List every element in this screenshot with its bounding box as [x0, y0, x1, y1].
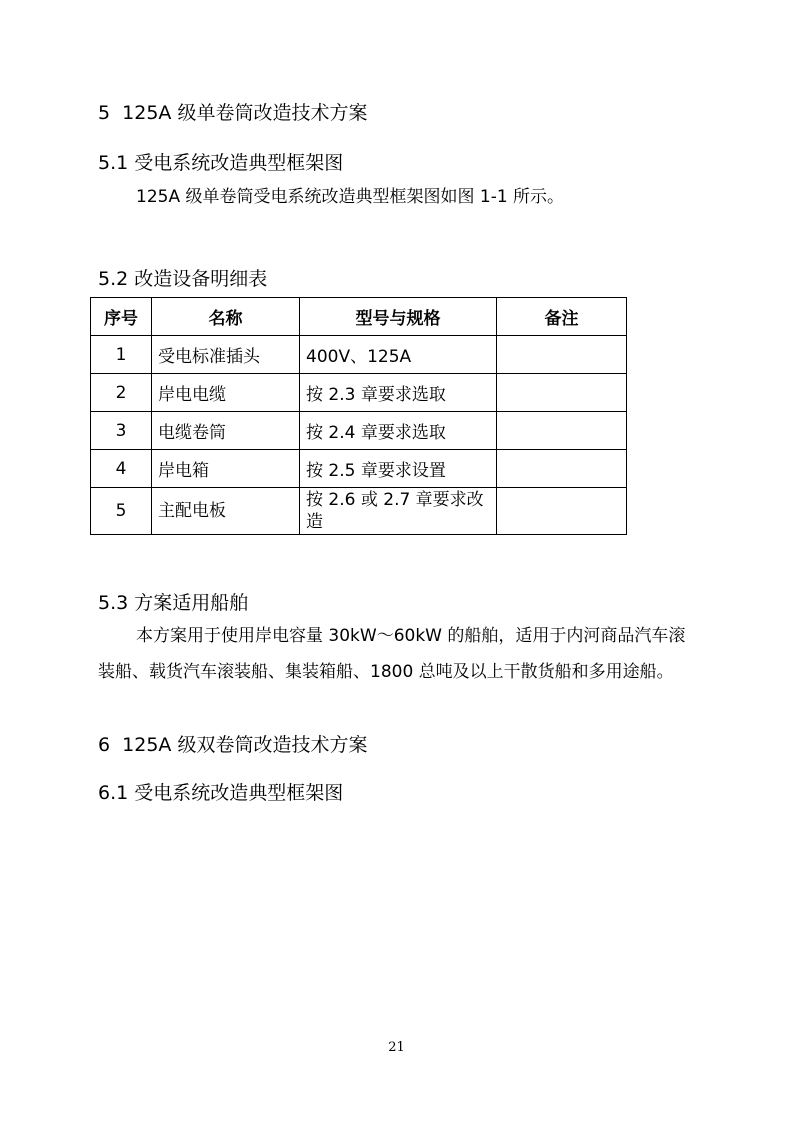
cell-note: [497, 412, 627, 450]
cell-note: [497, 374, 627, 412]
header-no: 序号: [91, 298, 152, 336]
table-row: [91, 336, 627, 374]
cell-spec: 400V、125A: [300, 336, 497, 374]
table-header-row: [91, 298, 627, 336]
cell-name: 主配电板: [152, 488, 300, 535]
section-5-heading: 5 125A 级单卷筒改造技术方案: [98, 102, 368, 124]
cell-no: 3: [91, 412, 152, 450]
section-5-3-text-line1: 本方案用于使用岸电容量 30kW～60kW 的船舶，适用于内河商品汽车滚: [136, 626, 686, 646]
cell-no: 5: [91, 488, 152, 535]
header-spec: 型号与规格: [300, 298, 497, 336]
cell-spec: 按 2.3 章要求选取: [300, 374, 497, 412]
section-5-1-heading: 5.1 受电系统改造典型框架图: [98, 152, 344, 174]
cell-name: 岸电电缆: [152, 374, 300, 412]
table-row: [91, 450, 627, 488]
section-5-2-heading: 5.2 改造设备明细表: [98, 268, 268, 290]
cell-note: [497, 450, 627, 488]
header-note: 备注: [497, 298, 627, 336]
section-5-3-heading: 5.3 方案适用船舶: [98, 592, 249, 614]
table-row: [91, 488, 627, 535]
equipment-table: [90, 297, 627, 535]
cell-note: [497, 488, 627, 535]
cell-no: 4: [91, 450, 152, 488]
cell-note: [497, 336, 627, 374]
section-6-heading: 6 125A 级双卷筒改造技术方案: [98, 734, 368, 756]
cell-name: 岸电箱: [152, 450, 300, 488]
cell-name: 受电标准插头: [152, 336, 300, 374]
section-5-1-text: 125A 级单卷筒受电系统改造典型框架图如图 1-1 所示。: [136, 187, 565, 207]
cell-spec: 按 2.4 章要求选取: [300, 412, 497, 450]
header-name: 名称: [152, 298, 300, 336]
cell-name: 电缆卷筒: [152, 412, 300, 450]
section-6-1-heading: 6.1 受电系统改造典型框架图: [98, 782, 344, 804]
cell-spec: 按 2.6 或 2.7 章要求改造: [300, 488, 497, 535]
cell-spec: 按 2.5 章要求设置: [300, 450, 497, 488]
table-row: [91, 412, 627, 450]
section-5-3-text-line2: 装船、载货汽车滚装船、集装箱船、1800 总吨及以上干散货船和多用途船。: [98, 662, 674, 682]
cell-no: 2: [91, 374, 152, 412]
cell-no: 1: [91, 336, 152, 374]
table-row: [91, 374, 627, 412]
page-number: 21: [388, 1040, 405, 1055]
